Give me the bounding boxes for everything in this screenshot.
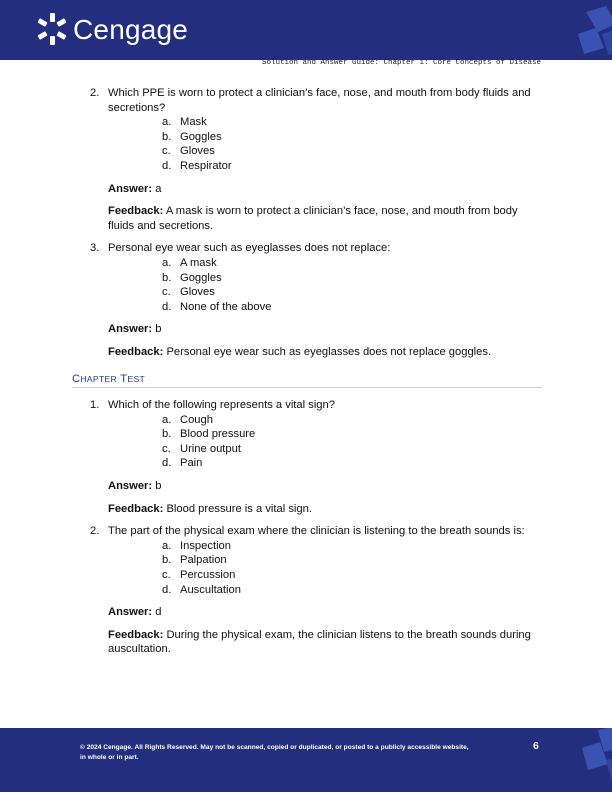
option-letter: d. <box>162 159 172 172</box>
feedback <box>108 204 542 233</box>
option-letter: c. <box>162 145 171 158</box>
option-item <box>108 456 542 471</box>
header-decoration-icon <box>576 4 612 60</box>
question <box>72 86 542 174</box>
option-text: A mask <box>180 256 217 269</box>
option-list <box>108 115 542 173</box>
option-text: Inspection <box>180 539 231 552</box>
option-item <box>108 568 542 583</box>
answer-value: d <box>155 606 162 619</box>
copyright-notice: © 2024 Cengage. All Rights Reserved. May not be scanned, copied or duplicated, or posted to a publicly accessible website, in whole or in part. <box>80 744 469 761</box>
option-list <box>108 256 542 314</box>
section-title-chapter-test <box>72 372 542 389</box>
option-letter: c. <box>162 569 171 582</box>
option-item <box>108 285 542 300</box>
option-text: Urine output <box>180 442 241 455</box>
cengage-logo-icon <box>37 15 67 45</box>
option-letter: b. <box>162 428 172 441</box>
feedback <box>108 345 542 360</box>
option-letter: a. <box>162 413 172 426</box>
feedback <box>108 628 542 657</box>
answer <box>108 479 542 494</box>
footer-decoration-icon <box>578 728 612 792</box>
page-number: 6 <box>533 740 539 752</box>
option-letter: a. <box>162 116 172 129</box>
option-text: Gloves <box>180 145 215 158</box>
option-item <box>108 583 542 598</box>
question-text: Personal eye wear such as eyeglasses does not replace: <box>108 242 391 255</box>
option-item <box>108 300 542 315</box>
option-text: Blood pressure <box>180 428 256 441</box>
title-initial: T <box>120 372 128 385</box>
answer-label: Answer: <box>108 480 153 493</box>
answer <box>108 605 542 620</box>
option-text: Goggles <box>180 130 222 143</box>
option-text: None of the above <box>180 300 272 313</box>
feedback-text: A mask is worn to protect a clinician’s face, nose, and mouth from body fluids and secretions. <box>108 205 518 232</box>
option-item <box>108 144 542 159</box>
option-text: Respirator <box>180 159 232 172</box>
question-number: 2. <box>90 525 100 538</box>
option-letter: d. <box>162 300 172 313</box>
option-text: Palpation <box>180 554 227 567</box>
feedback-text: During the physical exam, the clinician listens to the breath sounds during auscultation. <box>108 628 531 656</box>
question-number: 2. <box>90 87 100 99</box>
brand-name: Cengage <box>73 14 189 45</box>
question-number: 3. <box>90 242 100 255</box>
feedback-label: Feedback: <box>108 345 164 358</box>
answer-value: b <box>155 480 162 493</box>
title-rest: EST <box>127 373 146 384</box>
option-letter: d. <box>162 583 172 596</box>
option-text: Goggles <box>180 271 222 284</box>
answer-label: Answer: <box>108 182 153 195</box>
answer-label: Answer: <box>108 606 153 619</box>
option-item <box>108 130 542 145</box>
option-text: Cough <box>180 413 213 426</box>
feedback <box>108 502 542 517</box>
option-letter: a. <box>162 256 172 269</box>
page-content <box>72 86 542 657</box>
running-head: Solution and Answer Guide: Chapter 1: Core Concepts of Disease <box>261 59 541 67</box>
title-initial: C <box>72 372 81 385</box>
option-list <box>108 413 542 471</box>
feedback-label: Feedback: <box>108 205 164 218</box>
question <box>72 398 542 471</box>
header-bar <box>0 0 612 60</box>
option-item <box>108 442 542 457</box>
option-text: Auscultation <box>180 583 241 596</box>
answer <box>108 322 542 337</box>
question-text: The part of the physical exam where the clinician is listening to the breath sounds is: <box>108 525 525 538</box>
option-letter: b. <box>162 554 172 567</box>
answer-label: Answer: <box>108 323 153 336</box>
feedback-text: Personal eye wear such as eyeglasses does not replace goggles. <box>166 345 492 358</box>
answer <box>108 182 542 197</box>
feedback-label: Feedback: <box>108 628 164 641</box>
question-text: Which of the following represents a vital sign? <box>108 399 335 412</box>
option-text: Mask <box>180 116 207 129</box>
footer-bar <box>0 728 612 792</box>
cengage-logo <box>37 13 188 47</box>
question-text: Which PPE is worn to protect a clinician’s face, nose, and mouth from body fluids and secretions? <box>108 87 531 114</box>
option-text: Pain <box>180 457 203 470</box>
question <box>72 524 542 597</box>
option-letter: a. <box>162 539 172 552</box>
title-rest: HAPTER <box>80 373 118 384</box>
question-number: 1. <box>90 399 100 412</box>
option-item <box>108 115 542 130</box>
option-text: Percussion <box>180 569 236 582</box>
answer-value: b <box>155 323 162 336</box>
answer-value: a <box>155 182 162 195</box>
option-item <box>108 553 542 568</box>
option-letter: c. <box>162 442 171 455</box>
option-item <box>108 159 542 174</box>
option-list <box>108 539 542 597</box>
option-item <box>108 427 542 442</box>
option-letter: d. <box>162 457 172 470</box>
option-item <box>108 539 542 554</box>
option-item <box>108 413 542 428</box>
feedback-text: Blood pressure is a vital sign. <box>166 502 312 515</box>
option-letter: c. <box>162 286 171 299</box>
option-text: Gloves <box>180 286 215 299</box>
feedback-label: Feedback: <box>108 502 164 515</box>
option-letter: b. <box>162 130 172 143</box>
option-item <box>108 256 542 271</box>
option-letter: b. <box>162 271 172 284</box>
question <box>72 241 542 314</box>
option-item <box>108 271 542 286</box>
